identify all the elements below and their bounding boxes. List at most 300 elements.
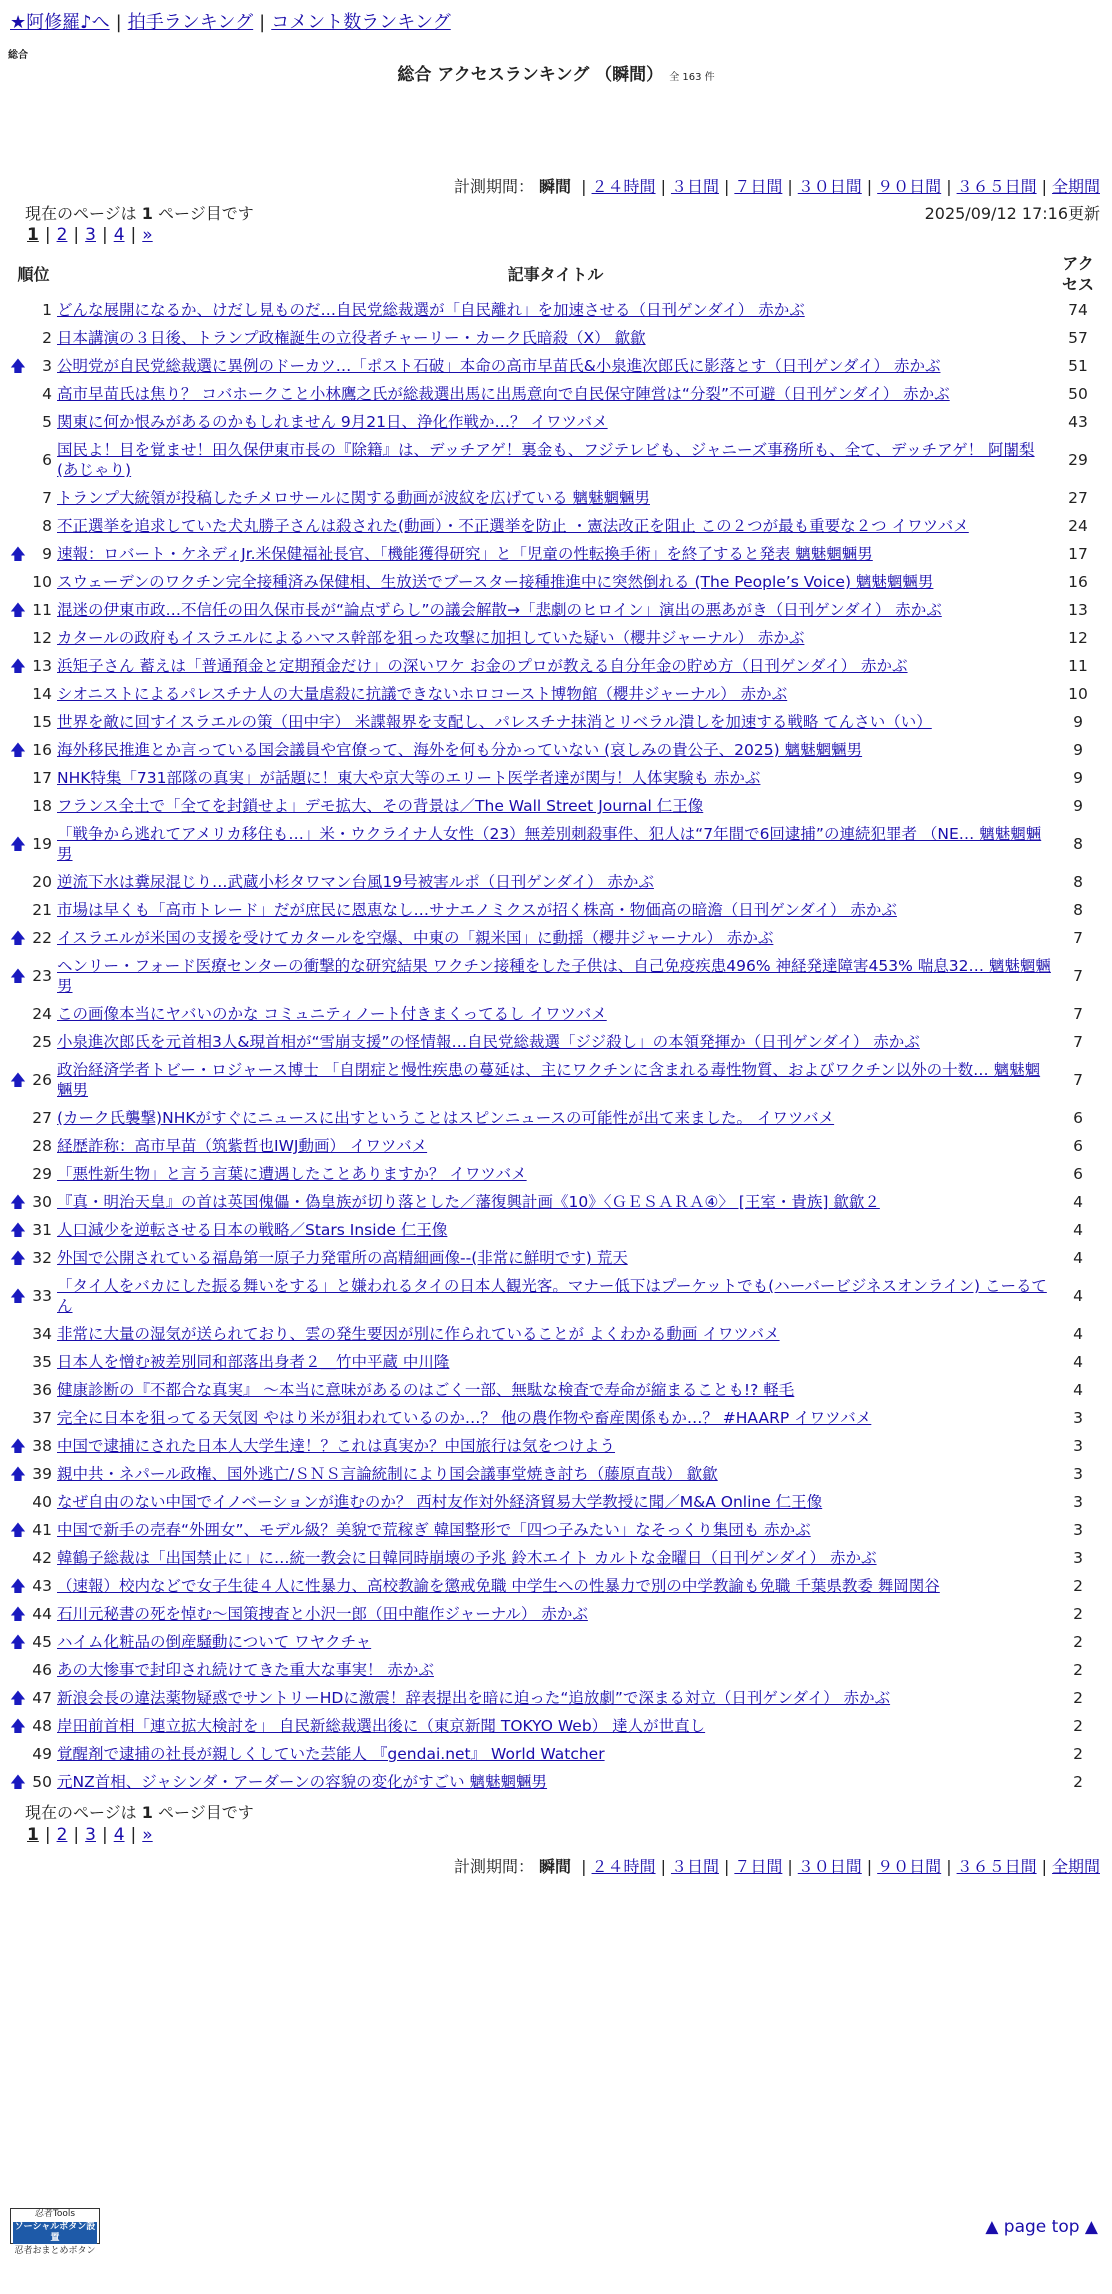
table-row [10, 1188, 1102, 1216]
article-title-link[interactable]: (カーク氏襲撃)NHKがすぐにニュースに出すということはスピンニュースの可能性が出て来ました。 イワツバメ [57, 1109, 835, 1127]
access-count: 2 [1073, 1745, 1083, 1763]
article-title-link[interactable]: 逆流下水は糞尿混じり…武蔵小杉タワマン台風19号被害ルポ（日刊ゲンダイ） 赤かぶ [57, 873, 654, 891]
period-link[interactable]: ９０日間 [877, 177, 942, 196]
rank-number: 2 [42, 329, 52, 347]
table-row [10, 1348, 1102, 1376]
access-count: 2 [1073, 1773, 1083, 1791]
access-count: 24 [1068, 517, 1088, 535]
separator: | [130, 225, 137, 245]
social-button-badge[interactable] [10, 2208, 100, 2256]
separator: | [866, 1857, 873, 1876]
rank-change-cell [10, 652, 28, 680]
table-row [10, 1000, 1102, 1028]
table-row [10, 624, 1102, 652]
article-title-link[interactable]: フランス全土で「全てを封鎖せよ」デモ拡大、その背景は／The Wall Street Journal 仁王像 [57, 797, 704, 815]
rank-number: 9 [42, 545, 52, 563]
article-title-cell [57, 436, 1054, 484]
separator: | [73, 225, 80, 245]
period-link[interactable]: ３６５日間 [956, 177, 1037, 196]
rank-number: 12 [32, 629, 52, 647]
table-row [10, 868, 1102, 896]
article-title-link[interactable]: ヘンリー・フォード医療センターの衝撃的な研究結果 ワクチン接種をした子供は、自己免疫疾患496% 神経発達障害453% 喘息32… 魑魅魍魎男 [57, 957, 1051, 995]
article-title-link[interactable]: 非常に大量の湿気が送られており、雲の発生要因が別に作られていることが よくわかる動画 イワツバメ [57, 1325, 780, 1343]
table-row [10, 1544, 1102, 1572]
rank-change-cell [10, 896, 28, 924]
rank-number: 40 [32, 1493, 52, 1511]
table-row [10, 1216, 1102, 1244]
up-arrow-icon: 🡅 [10, 929, 26, 947]
rank-change-cell [10, 1740, 28, 1768]
pager-current: 1 [27, 225, 39, 245]
page-title-text: 総合 アクセスランキング （瞬間） [397, 65, 664, 85]
article-title-link[interactable]: 中国で逮捕にされた日本人大学生達！？これは真実か？中国旅行は気をつけよう [57, 1437, 616, 1455]
up-arrow-icon: 🡅 [10, 1287, 26, 1305]
period-label: 計測期間： [453, 177, 534, 196]
access-count: 4 [1073, 1249, 1083, 1267]
clap-ranking-link[interactable]: 拍手ランキング [127, 12, 254, 33]
article-title-cell [57, 1404, 1054, 1432]
article-title-cell [57, 484, 1054, 512]
total-count: 全 163 件 [669, 72, 715, 83]
article-title-cell [57, 1460, 1054, 1488]
article-title-cell [57, 1572, 1054, 1600]
rank-change-cell [10, 868, 28, 896]
article-title-link[interactable]: 「戦争から逃れてアメリカ移住も…」米・ウクライナ人女性（23）無差別刺殺事件、犯人は“7年間で6回逮捕”の連続犯罪者 （NE… 魑魅魍魎男 [57, 825, 1042, 863]
rank-change-cell [10, 380, 28, 408]
comment-ranking-link[interactable]: コメント数ランキング [271, 12, 451, 33]
article-title-cell [57, 540, 1054, 568]
rank-change-cell [10, 1028, 28, 1056]
article-title-link[interactable]: 「タイ人をバカにした振る舞いをする」と嫌われるタイの日本人観光客。マナー低下はプーケットでも(ハーバービジネスオンライン) こーるてん [57, 1277, 1047, 1315]
article-title-cell [57, 1028, 1054, 1056]
access-count: 7 [1073, 1033, 1083, 1051]
article-title-cell [57, 1488, 1054, 1516]
article-title-cell [57, 896, 1054, 924]
pager-current: 1 [27, 1825, 39, 1845]
access-count: 9 [1073, 797, 1083, 815]
table-row [10, 820, 1102, 868]
table-row [10, 1628, 1102, 1656]
article-title-link[interactable]: シオニストによるパレスチナ人の大量虐殺に抗議できないホロコースト博物館（櫻井ジャーナル） 赤かぶ [57, 685, 788, 703]
up-arrow-icon: 🡅 [10, 1071, 26, 1089]
access-count: 3 [1073, 1409, 1083, 1427]
article-title-cell [57, 1684, 1054, 1712]
rank-change-cell [10, 1712, 28, 1740]
article-title-link[interactable]: 外国で公開されている福島第一原子力発電所の高精細画像--(非常に鮮明です) 荒天 [57, 1249, 628, 1267]
article-title-link[interactable]: 元NZ首相、ジャシンダ・アーダーンの容貌の変化がすごい 魑魅魍魎男 [57, 1773, 548, 1791]
article-title-cell [57, 408, 1054, 436]
rank-number: 33 [32, 1287, 52, 1305]
rank-change-cell [10, 1056, 28, 1104]
period-link[interactable]: ３６５日間 [956, 1857, 1037, 1876]
article-title-cell [57, 380, 1054, 408]
period-current: 瞬間 [539, 1857, 572, 1876]
article-title-cell [57, 1216, 1054, 1244]
period-link[interactable]: ２４時間 [591, 177, 656, 196]
rank-number: 8 [42, 517, 52, 535]
rank-number: 17 [32, 769, 52, 787]
ranking-body [10, 296, 1102, 1796]
article-title-cell [57, 1160, 1054, 1188]
badge-bottom-text: 忍者おまとめボタン [14, 2246, 96, 2256]
rank-change-cell [10, 1432, 28, 1460]
article-title-cell [57, 596, 1054, 624]
period-current: 瞬間 [539, 177, 572, 196]
rank-change-cell [10, 1188, 28, 1216]
article-title-cell [57, 708, 1054, 736]
article-title-link[interactable]: 日本人を憎む被差別同和部落出身者２＿竹中平蔵 中川隆 [57, 1353, 450, 1371]
rank-change-cell [10, 924, 28, 952]
article-title-link[interactable]: 不正選挙を追求していた犬丸勝子さんは殺された(動画）・不正選挙を防止 ・憲法改正を阻止 この２つが最も重要な２つ イワツバメ [57, 517, 969, 535]
access-count: 10 [1068, 685, 1088, 703]
article-title-link[interactable]: 「悪性新生物」と言う言葉に遭遇したことありますか？ イワツバメ [57, 1165, 527, 1183]
article-title-link[interactable]: この画像本当にヤバいのかな コミュニティノート付きまくってるし イワツバメ [57, 1005, 607, 1023]
article-title-cell [57, 1600, 1054, 1628]
table-row [10, 1656, 1102, 1684]
article-title-link[interactable]: 速報：ロバート・ケネディJr.米保健福祉長官、「機能獲得研究」と「児童の性転換手術」を終了すると発表 魑魅魍魎男 [57, 545, 873, 563]
up-arrow-icon: 🡅 [10, 1633, 26, 1651]
article-title-link[interactable]: 関東に何か恨みがあるのかもしれません 9月21日、浄化作戦か…？ イワツバメ [57, 413, 608, 431]
period-link[interactable]: 全期間 [1051, 1857, 1100, 1876]
table-row [10, 736, 1102, 764]
rank-number: 3 [42, 357, 52, 375]
access-count: 29 [1068, 451, 1088, 469]
badge-mid-text: ソーシャルボタン設置 [14, 2222, 96, 2243]
article-title-link[interactable]: 新浪会長の違法薬物疑惑でサントリーHDに激震！辞表提出を暗に迫った“追放劇”で深まる対立（日刊ゲンダイ） 赤かぶ [57, 1689, 891, 1707]
article-title-link[interactable]: 『真・明治天皇』の首は英国傀儡・偽皇族が切り落とした／藩復興計画《10》〈ＧＥＳＡＲＡ④〉 [王室・貴族] 歙歙２ [57, 1193, 880, 1211]
article-title-link[interactable]: イスラエルが米国の支援を受けてカタールを空爆、中東の「親米国」に動揺（櫻井ジャーナル） 赤かぶ [57, 929, 774, 947]
separator: | [44, 1825, 51, 1845]
period-link[interactable]: ３日間 [670, 1857, 719, 1876]
table-row [10, 1160, 1102, 1188]
table-row [10, 1488, 1102, 1516]
up-arrow-icon: 🡅 [10, 1521, 26, 1539]
separator: | [101, 1825, 108, 1845]
article-title-link[interactable]: 中国で新手の売春“外囲女”、モデル級？美貌で荒稼ぎ 韓国整形で「四つ子みたい」なそっくり集団も 赤かぶ [57, 1521, 811, 1539]
article-title-cell [57, 924, 1054, 952]
access-count: 2 [1073, 1577, 1083, 1595]
access-count: 16 [1068, 573, 1088, 591]
access-count: 6 [1073, 1137, 1083, 1155]
up-arrow-icon: 🡅 [10, 1193, 26, 1211]
article-title-link[interactable]: 市場は早くも「高市トレード」だが庶民に恩恵なし…サナエノミクスが招く株高・物価高の暗澹（日刊ゲンダイ） 赤かぶ [57, 901, 897, 919]
access-count: 3 [1073, 1493, 1083, 1511]
separator: | [1041, 1857, 1047, 1876]
rank-number: 42 [32, 1549, 52, 1567]
pager-link[interactable]: 3 [85, 1825, 96, 1845]
period-link[interactable]: ７日間 [734, 1857, 783, 1876]
rank-change-cell [10, 1320, 28, 1348]
up-arrow-icon: 🡅 [10, 835, 26, 853]
article-title-cell [57, 1740, 1054, 1768]
page-info-prefix: 現在のページは [25, 204, 137, 223]
article-title-link[interactable]: 親中共・ネパール政権、国外逃亡/ＳＮＳ言論統制により国会議事堂焼き討ち（藤原直哉） 歙歙 [57, 1465, 718, 1483]
up-arrow-icon: 🡅 [10, 1577, 26, 1595]
rank-change-cell [10, 484, 28, 512]
article-title-link[interactable]: あの大惨事で封印され続けてきた重大な事実！ 赤かぶ [57, 1661, 434, 1679]
rank-change-cell [10, 952, 28, 1000]
table-row [10, 1244, 1102, 1272]
access-count: 9 [1073, 713, 1083, 731]
rank-number: 43 [32, 1577, 52, 1595]
article-title-link[interactable]: 経歴詐称：高市早苗（筑紫哲也IWJ動画） イワツバメ [57, 1137, 428, 1155]
article-title-cell [57, 1000, 1054, 1028]
access-count: 4 [1073, 1287, 1083, 1305]
article-title-link[interactable]: なぜ自由のない中国でイノベーションが進むのか？ 西村友作対外経済貿易大学教授に聞／M&A Online 仁王像 [57, 1493, 823, 1511]
article-title-link[interactable]: どんな展開になるか、けだし見ものだ…自民党総裁選が「自民離れ」を加速させる（日刊ゲンダイ） 赤かぶ [57, 301, 805, 319]
rank-number: 36 [32, 1381, 52, 1399]
rank-number: 50 [32, 1773, 52, 1791]
article-title-link[interactable]: 世界を敵に回すイスラエルの策（田中宇） 米諜報界を支配し、パレスチナ抹消とリベラル潰しを加速する戦略 てんさい（い） [57, 713, 932, 731]
up-arrow-icon: 🡅 [10, 601, 26, 619]
article-title-link[interactable]: 高市早苗氏は焦り？ コバホークこと小林鷹之氏が総裁選出馬に出馬意向で自民保守陣営は“分裂”不可避（日刊ゲンダイ） 赤かぶ [57, 385, 950, 403]
up-arrow-icon: 🡅 [10, 1605, 26, 1623]
article-title-cell [57, 1544, 1054, 1572]
rank-number: 1 [42, 301, 52, 319]
article-title-link[interactable]: 海外移民推進とか言っている国会議員や官僚って、海外を何も分かっていない (哀しみの貴公子、2025) 魑魅魍魎男 [57, 741, 863, 759]
access-count: 6 [1073, 1109, 1083, 1127]
period-links [576, 177, 1100, 196]
table-row [10, 1712, 1102, 1740]
table-row [10, 1028, 1102, 1056]
article-title-cell [57, 1348, 1054, 1376]
rank-number: 32 [32, 1249, 52, 1267]
separator: | [130, 1825, 137, 1845]
rank-change-cell [10, 736, 28, 764]
separator: | [581, 177, 587, 196]
separator: | [946, 1857, 952, 1876]
pager-next-link[interactable]: » [142, 1825, 153, 1845]
rank-change-cell [10, 1104, 28, 1132]
period-link[interactable]: ７日間 [734, 177, 783, 196]
rank-change-cell [10, 1160, 28, 1188]
access-count: 7 [1073, 929, 1083, 947]
period-link[interactable]: ３日間 [670, 177, 719, 196]
table-row [10, 764, 1102, 792]
rank-change-cell [10, 408, 28, 436]
access-count: 4 [1073, 1325, 1083, 1343]
article-title-link[interactable]: 混迷の伊東市政…不信任の田久保市長が“論点ずらし”の議会解散→「悲劇のヒロイン」演出の悪あがき（日刊ゲンダイ） 赤かぶ [57, 601, 942, 619]
access-count: 74 [1068, 301, 1088, 319]
rank-change-cell [10, 624, 28, 652]
rank-number: 4 [42, 385, 52, 403]
article-title-cell [57, 1132, 1054, 1160]
article-title-cell [57, 868, 1054, 896]
article-title-link[interactable]: カタールの政府もイスラエルによるハマス幹部を狙った攻撃に加担していた疑い（櫻井ジャーナル） 赤かぶ [57, 629, 805, 647]
up-arrow-icon: 🡅 [10, 1773, 26, 1791]
table-row [10, 1460, 1102, 1488]
col-access-header: アクセス [1061, 254, 1094, 294]
access-count: 8 [1073, 901, 1083, 919]
table-row [10, 1432, 1102, 1460]
rank-number: 24 [32, 1005, 52, 1023]
period-link[interactable]: ３０日間 [797, 177, 862, 196]
rank-change-cell [10, 1628, 28, 1656]
pager-link[interactable]: 2 [56, 225, 68, 245]
rank-change-cell [10, 680, 28, 708]
access-count: 2 [1073, 1633, 1083, 1651]
rank-number: 18 [32, 797, 52, 815]
access-count: 9 [1073, 769, 1083, 787]
access-count: 7 [1073, 967, 1083, 985]
access-count: 4 [1073, 1353, 1083, 1371]
rank-change-cell [10, 1768, 28, 1796]
table-row [10, 1132, 1102, 1160]
pager-next-link[interactable]: » [142, 225, 153, 245]
rank-change-cell [10, 436, 28, 484]
table-row [10, 596, 1102, 624]
article-title-link[interactable]: 政治経済学者トビー・ロジャース博士 「自閉症と慢性疾患の蔓延は、主にワクチンに含まれる毒性物質、およびワクチン以外の十数… 魑魅魍魎男 [57, 1061, 1041, 1099]
article-title-link[interactable]: 石川元秘書の死を悼む～国策捜査と小沢一郎（田中龍作ジャーナル） 赤かぶ [57, 1605, 588, 1623]
table-row [10, 1404, 1102, 1432]
article-title-cell [57, 624, 1054, 652]
rank-change-cell [10, 1376, 28, 1404]
separator: | [660, 177, 666, 196]
access-count: 8 [1073, 835, 1083, 853]
article-title-cell [57, 352, 1054, 380]
separator: | [1041, 177, 1047, 196]
page-info-suffix: ページ目です [158, 204, 254, 223]
article-title-link[interactable]: スウェーデンのワクチン完全接種済み保健相、生放送でブースター接種推進中に突然倒れる (The People’s Voice) 魑魅魍魎男 [57, 573, 934, 591]
article-title-link[interactable]: NHK特集「731部隊の真実」が話題に！東大や京大等のエリート医学者達が関与！人体実験も 赤かぶ [57, 769, 761, 787]
rank-number: 35 [32, 1353, 52, 1371]
article-title-cell [57, 1376, 1054, 1404]
table-row [10, 408, 1102, 436]
access-count: 4 [1073, 1193, 1083, 1211]
article-title-link[interactable]: ハイム化粧品の倒産騒動について ワヤクチャ [57, 1633, 372, 1651]
pager-link[interactable]: 2 [56, 1825, 68, 1845]
article-title-cell [57, 820, 1054, 868]
rank-number: 7 [42, 489, 52, 507]
table-row [10, 652, 1102, 680]
period-link[interactable]: ２４時間 [591, 1857, 656, 1876]
table-row [10, 1516, 1102, 1544]
rank-change-cell [10, 1600, 28, 1628]
separator: | [723, 177, 730, 196]
access-count: 2 [1073, 1689, 1083, 1707]
table-row [10, 540, 1102, 568]
article-title-link[interactable]: 公明党が自民党総裁選に異例のドーカツ…「ポスト石破」本命の高市早苗氏&小泉進次郎氏に影落とす（日刊ゲンダイ） 赤かぶ [57, 357, 941, 375]
rank-number: 44 [32, 1605, 52, 1623]
rank-number: 20 [32, 873, 52, 891]
article-title-link[interactable]: 覚醒剤で逮捕の社長が親しくしていた芸能人 『gendai.net』 World Watcher [57, 1745, 605, 1763]
rank-change-cell [10, 352, 28, 380]
table-row [10, 484, 1102, 512]
up-arrow-icon: 🡅 [10, 967, 26, 985]
table-row [10, 1104, 1102, 1132]
article-title-cell [57, 1244, 1054, 1272]
pager-link[interactable]: 4 [113, 1825, 125, 1845]
access-count: 4 [1073, 1381, 1083, 1399]
up-arrow-icon: 🡅 [10, 1249, 26, 1267]
col-rank-header: 順位 [17, 264, 50, 284]
article-title-link[interactable]: 完全に日本を狙ってる天気図 やはり米が狙われているのか…？ 他の農作物や畜産関係もか…？ #HAARP イワツバメ [57, 1409, 872, 1427]
rank-number: 31 [32, 1221, 52, 1239]
article-title-link[interactable]: 小泉進次郎氏を元首相3人&現首相が“雪崩支援”の怪情報…自民党総裁選「ジジ殺し」の本領発揮か（日刊ゲンダイ） 赤かぶ [57, 1033, 920, 1051]
article-title-cell [57, 1056, 1054, 1104]
period-selector-top [454, 174, 1100, 197]
page-info-prefix: 現在のページは [25, 1803, 137, 1822]
page-info-top [25, 201, 254, 224]
article-title-link[interactable]: 人口減少を逆転させる日本の戦略／Stars Inside 仁王像 [57, 1221, 448, 1239]
rank-change-cell [10, 1216, 28, 1244]
article-title-cell [57, 1320, 1054, 1348]
rank-number: 47 [32, 1689, 52, 1707]
table-row [10, 1272, 1102, 1320]
article-title-cell [57, 1628, 1054, 1656]
article-title-link[interactable]: 韓鶴子総裁は「出国禁止に」に…統一教会に日韓同時崩壊の予兆 鈴木エイト カルトな金曜日（日刊ゲンダイ） 赤かぶ [57, 1549, 877, 1567]
rank-number: 19 [32, 835, 52, 853]
rank-number: 48 [32, 1717, 52, 1735]
page-top-link[interactable]: ▲ page top ▲ [985, 2217, 1098, 2237]
table-row [10, 352, 1102, 380]
article-title-link[interactable]: （速報）校内などで女子生徒４人に性暴力、高校教諭を懲戒免職 中学生への性暴力で別の中学教諭も免職 千葉県教委 舞岡関谷 [57, 1577, 940, 1595]
separator: | [787, 1857, 793, 1876]
access-count: 12 [1068, 629, 1088, 647]
rank-change-cell [10, 1460, 28, 1488]
table-row [10, 792, 1102, 820]
article-title-link[interactable]: 岸田前首相「連立拡大検討を」 自民新総裁選出後に（東京新聞 TOKYO Web） 達人が世直し [57, 1717, 706, 1735]
article-title-link[interactable]: 健康診断の『不都合な真実』 ～本当に意味があるのはごく一部、無駄な検査で寿命が縮まることも!? 軽毛 [57, 1381, 795, 1399]
rank-number: 22 [32, 929, 52, 947]
rank-number: 5 [42, 413, 52, 431]
rank-number: 25 [32, 1033, 52, 1051]
article-title-link[interactable]: 日本講演の３日後、トランプ政権誕生の立役者チャーリー・カーク氏暗殺（X） 歙歙 [57, 329, 646, 347]
article-title-link[interactable]: 浜矩子さん 蓄えは「普通預金と定期預金だけ」の深いワケ お金のプロが教える自分年金の貯め方（日刊ゲンダイ） 赤かぶ [57, 657, 908, 675]
rank-number: 49 [32, 1745, 52, 1763]
page-info-bottom [25, 1800, 254, 1823]
separator: | [787, 177, 793, 196]
period-link[interactable]: 全期間 [1051, 177, 1100, 196]
access-count: 13 [1068, 601, 1088, 619]
access-count: 9 [1073, 741, 1083, 759]
pager-bottom [27, 1825, 153, 1845]
rank-change-cell [10, 1244, 28, 1272]
up-arrow-icon: 🡅 [10, 1437, 26, 1455]
table-row [10, 512, 1102, 540]
up-arrow-icon: 🡅 [10, 545, 26, 563]
rank-change-cell [10, 1516, 28, 1544]
up-arrow-icon: 🡅 [10, 1465, 26, 1483]
table-row [10, 568, 1102, 596]
access-count: 7 [1073, 1071, 1083, 1089]
separator: | [581, 1857, 587, 1876]
access-count: 2 [1073, 1661, 1083, 1679]
pager-link[interactable]: 4 [113, 225, 125, 245]
access-count: 11 [1068, 657, 1088, 675]
col-title-header: 記事タイトル [507, 264, 604, 284]
home-link[interactable]: ★阿修羅♪へ [10, 12, 110, 33]
up-arrow-icon: 🡅 [10, 657, 26, 675]
article-title-link[interactable]: 国民よ！目を覚ませ！田久保伊東市長の『除籍』は、デッチアゲ！裏金も、フジテレビも、ジャニーズ事務所も、全て、デッチアゲ！ 阿闍梨(あじゃり) [57, 441, 1035, 479]
period-link[interactable]: ９０日間 [877, 1857, 942, 1876]
table-row [10, 1320, 1102, 1348]
table-row [10, 1572, 1102, 1600]
separator: | [101, 225, 108, 245]
rank-change-cell [10, 708, 28, 736]
rank-number: 10 [32, 573, 52, 591]
rank-change-cell [10, 540, 28, 568]
rank-number: 37 [32, 1409, 52, 1427]
rank-change-cell [10, 1684, 28, 1712]
table-row [10, 296, 1102, 324]
period-link[interactable]: ３０日間 [797, 1857, 862, 1876]
article-title-link[interactable]: トランプ大統領が投稿したチメロサールに関する動画が波紋を広げている 魑魅魍魎男 [57, 489, 650, 507]
rank-change-cell [10, 1348, 28, 1376]
access-count: 6 [1073, 1165, 1083, 1183]
access-count: 3 [1073, 1521, 1083, 1539]
pager-link[interactable]: 3 [85, 225, 96, 245]
